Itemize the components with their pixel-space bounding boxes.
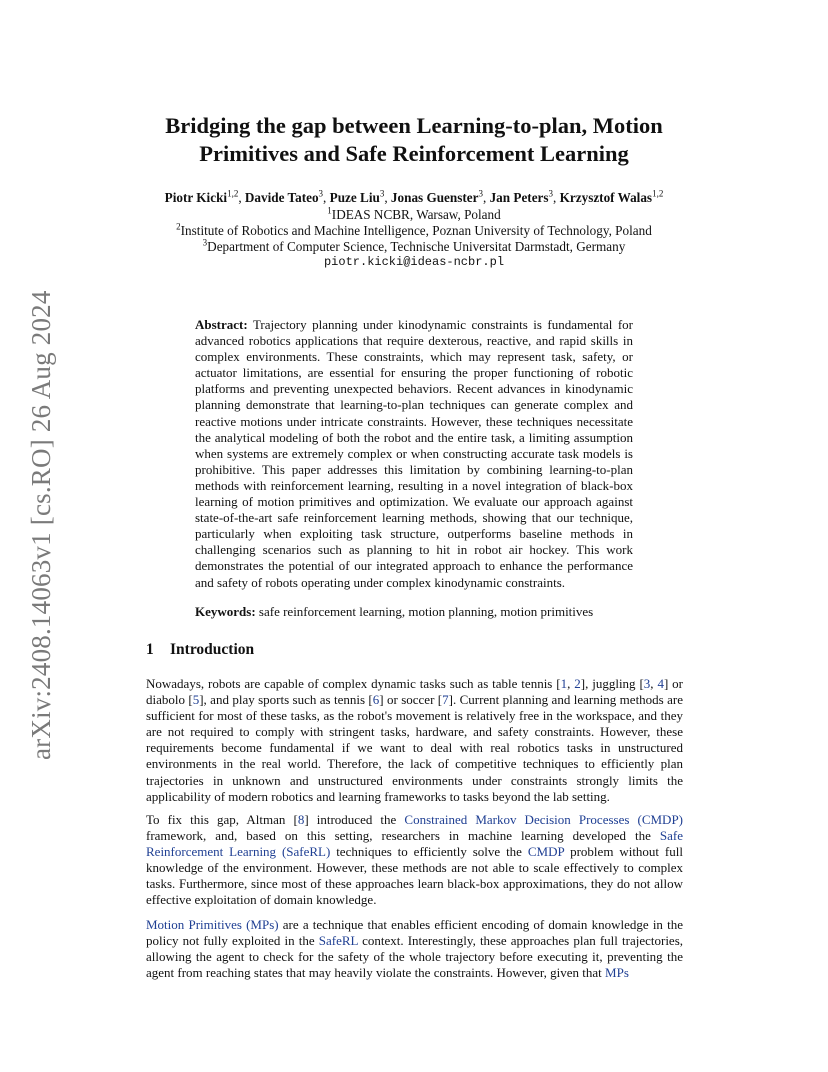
author-affiliation-mark: 3 bbox=[478, 188, 483, 199]
affiliation-mark: 2 bbox=[176, 221, 181, 232]
author-affiliation-mark: 3 bbox=[318, 188, 324, 199]
author-name: Puze Liu bbox=[329, 190, 380, 205]
acronym-link[interactable]: Constrained Markov Decision Processes (CMDP) bbox=[404, 812, 683, 827]
author-name: Jonas Guenster bbox=[390, 190, 479, 205]
affiliation-line bbox=[140, 223, 688, 239]
paragraph-text: To fix this gap, Altman [ bbox=[146, 812, 298, 827]
section-title: Introduction bbox=[170, 641, 255, 658]
paragraph-text: ]. Current planning and learning methods are sufficient for most of these tasks, as the robot's movement is relatively free in the workspace, and they are not required to comply with stringent tasks, hardware, and safety constraints. However, these requirements become fundamental if we want to deal with real robotics tasks in unstructured environments in the real world. Therefore, the lack of competitive techniques to efficiently plan trajectories in unknown and unstructured environments under constraints strongly limits the applicability of modern robotics and learning frameworks to tasks beyond the lab setting. bbox=[146, 692, 683, 804]
paragraph-text: ] or diabolo [ bbox=[146, 676, 684, 708]
arxiv-identifier: arXiv:2408.14063v1 [cs.RO] 26 Aug 2024 bbox=[26, 290, 56, 760]
citation-link[interactable]: 5 bbox=[192, 692, 200, 708]
keywords bbox=[195, 604, 633, 620]
paragraph-cmdp bbox=[146, 812, 683, 909]
contact-email[interactable]: piotr.kicki@ideas-ncbr.pl bbox=[323, 255, 505, 269]
acronym-link[interactable]: CMDP bbox=[527, 844, 565, 860]
author-name: Jan Peters bbox=[489, 190, 549, 205]
acronym-link[interactable]: Motion Primitives (MPs) bbox=[146, 917, 279, 932]
acronym-link[interactable]: Safe Reinforcement Learning (SafeRL) bbox=[146, 828, 683, 860]
paragraph-text: framework, and, based on this setting, researchers in machine learning developed the bbox=[146, 828, 660, 844]
paragraph-text: ] or soccer [ bbox=[379, 692, 443, 708]
paper-title: Bridging the gap between Learning-to-plan, Motion Primitives and Safe Reinforcement Learning bbox=[165, 113, 663, 166]
paragraph-text: techniques to efficiently solve the bbox=[330, 844, 528, 860]
affiliation-text: Institute of Robotics and Machine Intelligence, Poznan University of Technology, Poland bbox=[180, 223, 652, 238]
paragraph-motion-primitives bbox=[146, 917, 683, 981]
citation-link[interactable]: 1 bbox=[560, 676, 568, 691]
affiliation-mark: 1 bbox=[327, 205, 332, 216]
author-name: Piotr Kicki bbox=[164, 190, 228, 205]
affiliation-line bbox=[140, 207, 688, 223]
abstract bbox=[195, 317, 633, 591]
section-heading bbox=[146, 641, 254, 659]
paragraph-text: ], and play sports such as tennis [ bbox=[199, 692, 373, 708]
paragraph-text: context. Interestingly, these approaches plan full trajectories, allowing the agent to check for the safety of the whole trajectory before executing it, preventing the agent from reaching states that may heavily violate the constraints. However, given that bbox=[146, 933, 684, 981]
author-affiliation-mark: 3 bbox=[548, 188, 554, 199]
abstract-text: Trajectory planning under kinodynamic constraints is fundamental for advanced robotics applications that require dexterous, reactive, and rapid skills in complex environments. These constraints, which may represent task, safety, or actuator limitations, are essential for ensuring the proper functioning of robotic platforms and preventing unexpected behaviors. Recent advances in kinodynamic planning demonstrate that learning-to-plan techniques can generate complex and reactive motions under intricate constraints. However, these techniques necessitate the analytical modeling of both the robot and the entire task, a limiting assumption when systems are extremely complex or when constructing accurate task models is prohibitive. This paper addresses this limitation by combining learning-to-plan methods with reinforcement learning, resulting in a novel integration of black-box learning of motion primitives and optimization. We evaluate our approach against state-of-the-art safe reinforcement learning methods, showing that our technique, particularly when exploiting task structure, outperforms baseline methods in challenging scenarios such as planning to hit in robot air hockey. This work demonstrates the potential of our integrated approach to enhance the performance and safety of robots operating under complex kinodynamic constraints. bbox=[195, 317, 633, 590]
acronym-link[interactable]: MPs bbox=[605, 965, 629, 981]
keywords-label: Keywords: bbox=[195, 604, 256, 619]
paragraph-text: ], juggling [ bbox=[580, 676, 644, 691]
author-name: Davide Tateo bbox=[244, 190, 319, 205]
paragraph-text: problem without full knowledge of the environment. However, these methods are not able to scale effectively to complex tasks. Furthermore, since most of these approaches learn black-box approximations, they do not allow effective exploitation of domain knowledge. bbox=[146, 844, 683, 908]
acronym-link[interactable]: SafeRL bbox=[318, 933, 358, 949]
abstract-label: Abstract: bbox=[195, 317, 248, 332]
citation-link[interactable]: 2 bbox=[574, 676, 581, 691]
citation-link[interactable]: 6 bbox=[372, 692, 380, 708]
author-name: Krzysztof Walas bbox=[559, 190, 653, 205]
paragraph-text: ] introduced the bbox=[304, 812, 405, 827]
citation-link[interactable]: 3 bbox=[643, 676, 651, 691]
paragraph-text: , bbox=[567, 676, 575, 691]
author-affiliation-mark: 1,2 bbox=[652, 188, 664, 199]
affiliation-text: Department of Computer Science, Technische Universitat Darmstadt, Germany bbox=[207, 239, 626, 254]
paragraph-text: Nowadays, robots are capable of complex dynamic tasks such as table tennis [ bbox=[146, 676, 561, 691]
section-number: 1 bbox=[146, 641, 154, 658]
affiliation-mark: 3 bbox=[202, 237, 208, 248]
citation-link[interactable]: 4 bbox=[657, 676, 664, 691]
author-list: Piotr Kicki$^{1,2}$, Davide Tateo$^3$, Puze Liu$^3$, Jonas Guenster$^3$, Jan Peters$^3$, Krzysztof Walas$^{1,2}$ bbox=[164, 188, 664, 205]
paragraph-text: are a technique that enables efficient encoding of domain knowledge in the policy not fully exploited in the bbox=[146, 917, 683, 949]
author-affiliation-mark: 3 bbox=[379, 188, 385, 199]
affiliation-text: IDEAS NCBR, Warsaw, Poland bbox=[331, 207, 501, 222]
paragraph-intro bbox=[146, 676, 683, 805]
citation-link[interactable]: 7 bbox=[442, 692, 449, 708]
affiliation-line bbox=[140, 239, 688, 255]
paragraph-text: , bbox=[650, 676, 658, 691]
citation-link[interactable]: 8 bbox=[297, 812, 305, 827]
keywords-text: safe reinforcement learning, motion planning, motion primitives bbox=[258, 604, 594, 619]
author-affiliation-mark: 1,2 bbox=[227, 188, 239, 199]
